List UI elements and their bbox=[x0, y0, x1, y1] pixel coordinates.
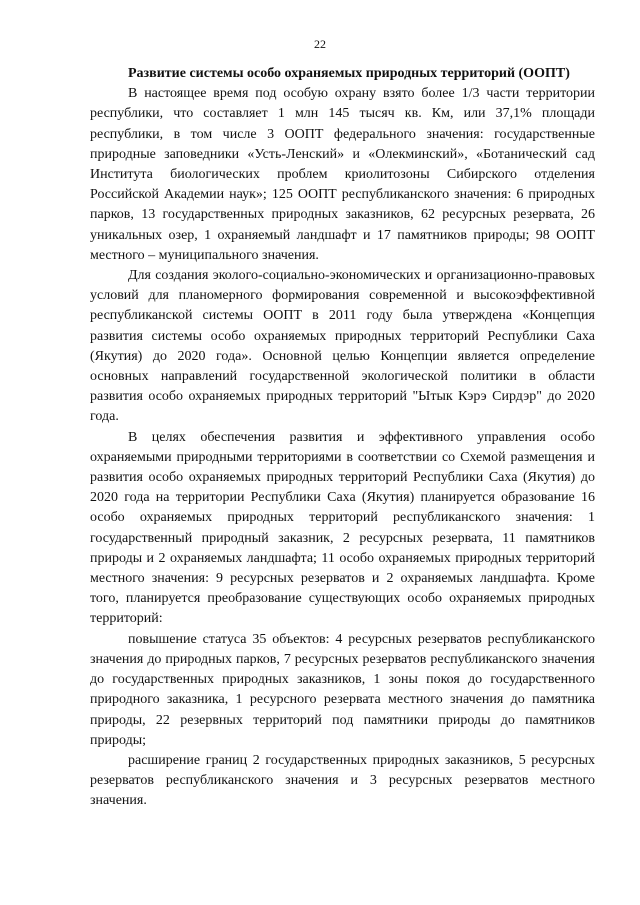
document-body bbox=[90, 64, 595, 812]
paragraph-protected-area-overview: В настоящее время под особую охрану взято более 1/3 части территории республики, что составляет 1 млн 145 тысяч кв. Км, или 37,1% площади республики, в том числе 3 ООПТ федерального значения: государственные природные заповедники «Усть-Ленский» и «Олекминский», «Ботанический сад Института биологических проблем криолитозоны Сибирского отделения Российской Академии наук»; 125 ООПТ республиканского значения: 6 природных парков, 13 государственных природных заказников, 62 ресурсных резервата, 26 уникальных озер, 1 охраняемый ландшафт и 17 памятников природы; 98 ООПТ местного – муниципального значения. bbox=[90, 86, 595, 263]
paragraph-border-expansion: расширение границ 2 государственных природных заказников, 5 ресурсных резерватов республиканского значения и 3 ресурсных резерватов местного значения. bbox=[90, 752, 595, 809]
page-number: 22 bbox=[314, 37, 326, 51]
paragraph-planned-territories: В целях обеспечения развития и эффективного управления особо охраняемыми природными территориями в соответствии со Схемой размещения и развития особо охраняемых природных территорий Республики Саха (Якутия) до 2020 года на территории Республики Саха (Якутия) планируется образование 16 особо охраняемых природных территорий республиканского значения: 1 государственный природный заказник, 2 ресурсных резервата, 11 памятников природы и 2 охраняемых ландшафта; 11 особо охраняемых природных территорий местного значения: 9 ресурсных резерватов и 2 охраняемых ландшафта. Кроме того, планируется преобразование существующих особо охраняемых природных территорий: bbox=[90, 429, 595, 627]
paragraph-status-upgrade: повышение статуса 35 объектов: 4 ресурсных резерватов республиканского значения до природных парков, 7 ресурсных резерватов республиканского значения до государственных природных заказников, 1 зоны покоя до государственного природного заказника, 1 ресурсного резервата местного значения до памятника природы, 22 резервных территорий под памятники природы до памятников природы; bbox=[90, 631, 595, 748]
paragraph-concept-2011: Для создания эколого-социально-экономических и организационно-правовых условий для планомерного формирования современной и высокоэффективной республиканской системы ООПТ в 2011 году была утверждена «Концепция развития системы особо охраняемых природных территорий Республики Саха (Якутия) до 2020 года». Основной целью Концепции является определение основных направлений государственной экологической политики в области развития особо охраняемых природных территорий "Ытык Кэрэ Сирдэр" до 2020 года. bbox=[90, 268, 595, 425]
section-heading: Развитие системы особо охраняемых природных территорий (ООПТ) bbox=[128, 66, 570, 81]
